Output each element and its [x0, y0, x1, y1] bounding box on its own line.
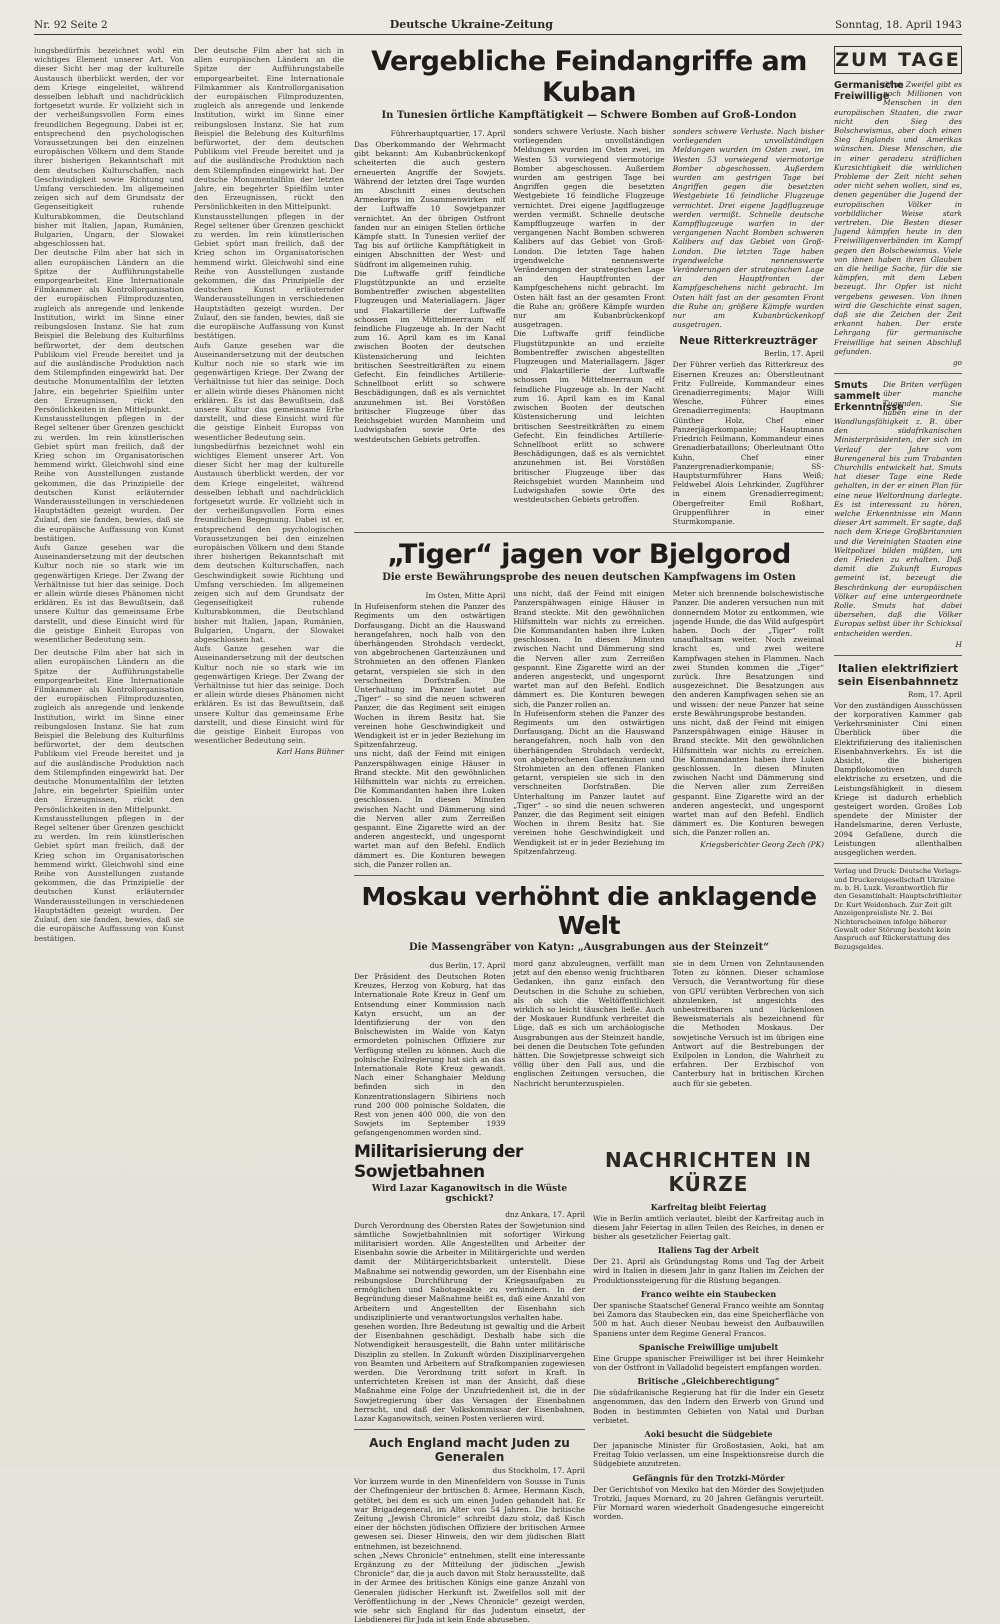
culture-paragraph: Aufs Ganze gesehen war die Auseinandersetzung mit der deutschen Kultur noch nie so stark wie im gegenwärtigen Kriege. Der Zwang der Verhältnisse tut hier das seinige. Doch er allein würde dieses Phänomen nicht erklären. Es ist das Bewußtsein, daß unsere Kultur das gemeinsame Erbe darstellt, und diese Einsicht wird für die geistige Einheit Europas von wesentlicher Bedeutung sein.	[34, 542, 184, 644]
tiger-text: In Hufeisenform stehen die Panzer des Regiments um den ostwärtigen Dorfausgang. Dicht an die Hauswand herangefahren, noch halb von den überhängenden Strohdach verdeckt, von abgebrochenen Gartenzäunen und Strohmieten an den offenen Flanken getarnt, verspielen sie sich in den verschneiten Dorfstraßen. Die Unterhaltung im Panzer lautet auf „Tiger“ – so sind die neuen schweren Panzer, die das Regiment seit einigen Wochen in ihrem Besitz hat. Sie vereinen hohe Geschwindigkeit und Wendigkeit ist er in jeder Beziehung im Spitzenfahrzeug.	[513, 708, 665, 856]
kurz-item-headline: Spanische Freiwillige umjubelt	[638, 1341, 779, 1352]
kurz-item-text: Der japanische Minister für Großostasien, Aoki, hat am Freitag Tokio verlassen, um eine Inspektionsreise durch die Südgebiete anzutreten.	[593, 1440, 824, 1469]
kurz-section	[593, 1142, 824, 1624]
england-text: schen „News Chronicle“ entnehmen, stellt eine interessante Ergänzung zu der Mitteilung der jüdischen „Jewish Chronicle“ dar, die ja auch davon mit Stolz herausstellte, daß in der Armee des britischen Königs eine ganze Anzahl von Generalen jüdischer Herkunft ist. Zweifellos soll mit der Veröffentlichung in der „News Chronicle“ gezeigt werden, wie sehr sich England für das Judentum einsetzt, der Liebdienerei für Juda ist kein Ende abzusehen.	[354, 1550, 585, 1624]
page-number: Nr. 92 Seite 2	[34, 19, 108, 31]
zumtage-title: ZUM TAGE	[834, 46, 962, 74]
tiger-text: uns nicht, daß der Feind mit einigen Panzerspähwagen einige Häuser in Brand steckte. Mit den gewöhnlichen Hilfsmitteln war nichts zu erreichen. Die Kommandanten haben ihre Luken geschlossen. In diesen Minuten zwischen Nacht und Dämmerung sind die Nerven aller zum Zerreißen gespannt. Eine Zigarette wird an der anderen angesteckt, und ungespornt wartet man auf den Befehl. Endlich dämmert es. Die Konturen bewegen sich, die Panzer rollen an.	[513, 589, 665, 709]
tiger-dateline: Im Osten, Mitte April	[425, 591, 506, 601]
kurz-item-text: Der 21. April als Gründungstag Roms und Tag der Arbeit wird in Italien in diesem Jahr in ganz Italien im Zeichen der Produktionssteigerung für die Rüstung begangen.	[593, 1257, 824, 1285]
culture-paragraph: Kunstausstellungen pflegen in der Regel seltener über Grenzen geschickt zu werden. Im rein künstlerischen Gebiet spürt man freilich, daß der Krieg schon im Organisatorischen hemmend wirkt. Gleichwohl sind eine Reihe von Ausstellungen zustande gekommen, die das Prinzipielle der deutschen Kunst erläuternder Wanderausstellungen in verschiedenen Hauptstädten gezeigt wurden. Der Zulauf, den sie fanden, bewies, daß sie die europäische Auffassung von Kunst bestätigen.	[34, 414, 184, 543]
smuts-sidehead: Smuts sammelt Erkenntnisse	[834, 380, 904, 414]
column-6	[834, 46, 962, 1448]
england-headline: Auch England macht Juden zu Generalen	[369, 1436, 570, 1465]
culture-paragraph: Der deutsche Film aber hat sich in allen europäischen Ländern an die Spitze der Aufführungstabelle emporgearbeitet. Eine Internationale Filmkammer als Kontrollorganisation der europäischen Filmproduzenten, zugleich als anregende und lenkende Institution, wirkt im Sinne einer reibungslosen Instanz. Sie hat zum Beispiel die Belebung des Kulturfilms befürwortet, der dem deutschen Publikum viel Freude bereitet und ja auf die ausländische Produktion nach dem Stilempfinden eingewirkt hat. Der deutsche Monumentalfilm der letzten Jahre, ein begehrter Spielfilm unter den Erzeugnissen, rückt den Persönlichkeiten in den Mittelpunkt.	[34, 248, 184, 414]
culture-paragraph: Aufs Ganze gesehen war die Auseinandersetzung mit der deutschen Kultur noch nie so stark wie im gegenwärtigen Kriege. Der Zwang der Verhältnisse tut hier das seinige. Doch er allein würde dieses Phänomen nicht erklären. Es ist das Bewußtsein, daß unsere Kultur das gemeinsame Erbe darstellt, und diese Einsicht wird für die geistige Einheit Europas von wesentlicher Bedeutung sein.	[194, 644, 344, 746]
zumtage-sidehead: Germanische Freiwillige	[834, 80, 904, 102]
smuts-text: Die Briten verfügen über manche Tugenden. Sie haben eine in der Wandlungsfähigkeit z. B. über den südafrikanischen Ministerpräsidenten, der sich im Verlauf der Jahre vom Burengeneral bis zum Trabanten Churchills entwickelt hat. Smuts hat dieser Tage eine Rede gehalten, in der er einen Plan für eine neue Weltordnung darlegte. Es ist interessant zu hören, welche Erkenntnisse ein Mann dieser Art sammelt. Er sagte, daß nach dem Kriege Großbritannien und die Vereinigten Staaten eine Weltpolizei bilden müßten, um den Frieden zu erhalten. Daß damit die Zukunft Europas gemeint ist, bezeugt die Beschränkung der europäischen Völker auf eine untergeordnete Rolle. Smuts hat dabei übersehen, daß die Völker Europas selbst über ihr Schicksal entscheiden werden.	[834, 380, 962, 638]
kuban-dateline: Führerhauptquartier, 17. April	[390, 129, 506, 138]
kuban-text: sonders schwere Verluste. Nach bisher vorliegenden unvollständigen Meldungen wurden im Osten zwei, im Westen 53 vorwiegend viermotorige Bomber abgeschossen. Außerdem wurden am gestrigen Tage bei Angriffen gegen die besetzten Westgebiete 16 feindliche Flugzeuge vernichtet. Drei eigene Jagdflugzeuge werden vermißt. Schnelle deutsche Kampfflugzeuge warfen in der vergangenen Nacht Bomben schweren Kalibers auf das Gebiet von Groß-London. Die letzten Tage haben irgendwelche nennenswerte Veränderungen der strategischen Lage an den Hauptfronten der Kampfgeschehens nicht gebracht. Im Osten hält fast an der gesamten Front die Ruhe an; größere Kämpfe wurden nur am Kubanbrückenkopf ausgetragen.	[513, 127, 665, 330]
moskau-text: sie in dem Urnen von Zehntausenden Toten zu können. Dieser schamlose Versuch, die Verantwortung für diese von GPU verübten Verbrechen von sich abzulenken, ist angesichts des unbestreitbaren und lückenlosen Beweismaterials als bezeichnend für die Methoden Moskaus. Der sowjetische Versuch ist im übrigen eine Antwort auf die Bestrebungen der Exilpolen in London, die Wahrheit zu erfahren. Der Erzbischof von Canterbury hat in britischen Kirchen auch für sie gebeten.	[672, 959, 824, 1088]
newspaper-title: Deutsche Ukraine-Zeitung	[389, 18, 553, 31]
kuban-subhead: In Tunesien örtliche Kampftätigkeit — Schwere Bomben auf Groß-London	[381, 110, 797, 121]
smuts-author: H	[955, 639, 962, 649]
kurz-item-headline: Gefängnis für den Trotzki-Mörder	[632, 1472, 785, 1483]
italien-headline: Italien elektrifiziert sein Eisenbahnnetz	[837, 661, 959, 688]
tiger-text: uns nicht, daß der Feind mit einigen Panzerspähwagen einige Häuser in Brand steckte. Mit den gewöhnlichen Hilfsmitteln war nichts zu erreichen. Die Kommandanten haben ihre Luken geschlossen. In diesen Minuten zwischen Nacht und Dämmerung sind die Nerven aller zum Zerreißen gespannt. Eine Zigarette wird an der anderen angesteckt, und ungespornt wartet man auf den Befehl. Endlich dämmert es. Die Konturen bewegen sich, die Panzer rollen an.	[354, 749, 506, 869]
culture-paragraph: Kunstausstellungen pflegen in der Regel seltener über Grenzen geschickt zu werden. Im rein künstlerischen Gebiet spürt man freilich, daß der Krieg schon im Organisatorischen hemmend wirkt. Gleichwohl sind eine Reihe von Ausstellungen zustande gekommen, die das Prinzipielle der deutschen Kunst erläuternder Wanderausstellungen in verschiedenen Hauptstädten gezeigt wurden. Der Zulauf, den sie fanden, bewies, daß sie die europäische Auffassung von Kunst bestätigen.	[34, 813, 184, 943]
kurz-item-headline: Britische „Gleichberechtigung“	[637, 1376, 780, 1387]
column-2	[194, 46, 344, 1448]
ritter-text: Der Führer verlieh das Ritterkreuz des Eisernen Kreuzes an: Oberstleutnant Fritz Fullreide, Kommandeur eines Grenadierregiments; Major Willi Wesche, Führer eines Grenadierregiments; Hauptmann Günther Holz, Chef einer Panzerjägerkompanie; Hauptmann Friedrich Feilmann, Kommandeur eines Grenadierbataillons; Oberleutnant Otto Kuhn, Chef einer Panzergrenadierkompanie; SS-Hauptsturmführer Hans Weiß; Feldwebel Alois Lehrkinder, Zugführer in einem Grenadierregiment; Obergefreiter Emil Roßhart, Gruppenführer in einer Sturmkompanie.	[672, 360, 824, 526]
kuban-text: Die Luftwaffe griff feindliche Flugstützpunkte an und erzielte Bombentreffer zwischen abgestellten Flugzeugen und Materiallagern. Jäger und Flakartillerie der Luftwaffe schossen im Mittelmeerraum elf feindliche Flugzeuge ab. In der Nacht zum 16. April kam es im Kanal zwischen Booten der deutschen Küstensicherung und leichten britischen Seestreitkräften zu einem Gefecht. Ein feindliches Artillerie-Schnellboot erlitt so schwere Beschädigungen, daß es als vernichtet anzunehmen ist. Bei Vorstößen britischer Flugzeuge über das Reichsgebiet wurden Mannheim und Ludwigshafen sowie Orte des westdeutschen Gebiets getroffen.	[513, 329, 665, 505]
tiger-text: uns nicht, daß der Feind mit einigen Panzerspähwagen einige Häuser in Brand steckte. Mit den gewöhnlichen Hilfsmitteln war nichts zu erreichen. Die Kommandanten haben ihre Luken geschlossen. In diesen Minuten zwischen Nacht und Dämmerung sind die Nerven aller zum Zerreißen gespannt. Eine Zigarette wird an der anderen angesteckt, und ungespornt wartet man auf den Befehl. Endlich dämmert es. Die Konturen bewegen sich, die Panzer rollen an.	[672, 717, 824, 838]
zumtage-text: Ohne Zweifel gibt es noch Millionen von Menschen in den europäischen Staaten, die zwar nicht den Sieg des Bolschewismus, aber doch einen Sieg Englands und Amerikas wünschen. Diese Menschen, die in einer geradezu sträflichen Kurzsichtigkeit die wirklichen Probleme der Zeit nicht sehen oder nicht sehen wollen, sind es, denen gegenüber die Jugend der europäischen Völker in vorbildlicher Weise stark vertreten. Die Besten dieser Jugend kämpfen heute in den Freiwilligenverbänden im Kampf gegen den Bolschewismus. Viele von ihnen haben ihren Glauben an die heilige Sache, für die sie kämpfen, mit dem Leben bezeugt. Ihr Opfer ist nicht vergebens gewesen. Von ihnen wird die Geschichte einst sagen, daß sie die Zeichen der Zeit erkannt haben. Der erste Lehrgang für germanische Freiwillige hat seinen Abschluß gefunden.	[834, 80, 962, 356]
center-columns	[354, 46, 824, 1624]
kuban-headline: Vergebliche Feindangriffe am Kuban	[371, 46, 807, 108]
culture-paragraph: lungsbedürfnis bezeichnet wohl ein wichtiges Element unserer Art. Von dieser Sicht her mag der kulturelle Austausch überblickt werden, der vor dem Kriege eingeleitet, während desselben lebhaft und nachdrücklich fortgesetzt wurde. Er vollzieht sich in der verheißungsvollen Form eines freundlichen Begegnung. Dabei ist er, entsprechend den psychologischen Voraussetzungen bei den einzelnen europäischen Völkern und dem Stande ihrer bisherigen Bekanntschaft mit dem deutschen Kulturschaffen, nach Geschwindigkeit sowie Richtung und Umfang verschieden. Im allgemeinen zeigen sich auf dem Grundsatz der Gegenseitigkeit ruhende Kulturabkommen, die Deutschland bisher mit Italien, Japan, Rumänien, Bulgarien, Ungarn, der Slowakei abgeschlossen hat.	[194, 441, 344, 644]
culture-paragraph: Kunstausstellungen pflegen in der Regel seltener über Grenzen geschickt zu werden. Im rein künstlerischen Gebiet spürt man freilich, daß der Krieg schon im Organisatorischen hemmend wirkt. Gleichwohl sind eine Reihe von Ausstellungen zustande gekommen, die das Prinzipielle der deutschen Kunst erläuternder Wanderausstellungen in verschiedenen Hauptstädten gezeigt wurden. Der Zulauf, den sie fanden, bewies, daß sie die europäische Auffassung von Kunst bestätigen.	[194, 211, 344, 341]
moskau-dateline: dus Berlin, 17. April	[429, 961, 506, 971]
tiger-text: Meter sich brennende bolschewistische Panzer. Die anderen versuchen nun mit donnerndem Motor zu entkommen, wie jagende Hunde, die das Wild aufgespürt haben. Doch der „Tiger“ rollt unaufhaltsam weiter. Noch zweimal kracht es, und zwei weitere Kampfwagen stehen in Flammen. Nach zwei Stunden kommen die „Tiger“ zurück. Ihre Besatzungen sind ausgezeichnet. Die Besatzungen aus den anderen Kampfwagen sehen sie an und wissen: der neue Panzer hat seine erste Bewährungsprobe bestanden.	[672, 589, 824, 718]
kurz-item-text: Eine Gruppe spanischer Freiwilliger ist bei ihrer Heimkehr von der Ostfront in Valladolid begeistert empfangen worden.	[593, 1353, 824, 1372]
kuban-text: sonders schwere Verluste. Nach bisher vorliegenden unvollständigen Meldungen wurden im Osten zwei, im Westen 53 vorwiegend viermotorige Bomber abgeschossen. Außerdem wurden am gestrigen Tage bei Angriffen gegen die besetzten Westgebiete 16 feindliche Flugzeuge vernichtet. Drei eigene Jagdflugzeuge werden vermißt. Schnelle deutsche Kampfflugzeuge warfen in der vergangenen Nacht Bomben schweren Kalibers auf das Gebiet von Groß-London. Die letzten Tage haben irgendwelche nennenswerte Veränderungen der strategischen Lage an den Hauptfronten der Kampfgeschehens nicht gebracht. Im Osten hält fast an der gesamten Front die Ruhe an; größere Kämpfe wurden nur am Kubanbrückenkopf ausgetragen.	[672, 127, 824, 330]
moskau-text: mord ganz abzuleugnen, verfällt man jetzt auf den ebenso wenig fruchtbaren Gedanken, ihn ganz einfach den Deutschen in die Schuhe zu schieben, als ob sich die Weltöffentlichkeit wirklich so leicht täuschen ließe. Auch der Moskauer Rundfunk verbreitet die Lüge, daß es sich um archäologische Ausgrabungen aus der Steinzeit handle, bei denen die Deutschen Tote gefunden hätten. Die Sowjetpresse schweigt sich völlig über den Fall aus, und die englischen Zeitungen versuchen, die Nachricht herunterzuspielen.	[513, 959, 665, 1088]
kuban-text: Das Oberkommando der Wehrmacht gibt bekannt: Am Kubanbrückenkopf scheiterten die auch gestern erneuerten Angriffe der Sowjets. Während der letzten drei Tage wurden im Abschnitt eines deutschen Armeekorps im Zusammenwirken mit der Luftwaffe 10 Sowjetpanzer vernichtet. An der übrigen Ostfront fanden nur an einigen Stellen örtliche Kämpfe statt. In Tunesien verlief der Tag bis auf örtliche Kampftätigkeit in einigen Abschnitten der West- und Südfront im allgemeinen ruhig.	[354, 140, 506, 269]
militar-text: gesehen worden. Ihre Bedeutung ist gewaltig und die Arbeit der Eisenbahnen geschädigt. Deshalb habe sich die Notwendigkeit herausgestellt, die Bahn unter militärische Disziplin zu stellen. In Zukunft würden Disziplinarvergehen von Beamten und Arbeitern auf Strafkompanien zugewiesen werden. Die Verordnung tritt sofort in Kraft. In unterrichteten Kreisen ist man der Ansicht, daß diese Maßnahme eine Folge der Unzufriedenheit ist, die in der Sowjetregierung über das Versagen der Eisenbahnen herrscht, und daß der Volkskommissar der Eisenbahnen, Lazar Kaganowitsch, seinen Posten verlieren wird.	[354, 1321, 585, 1423]
issue-date: Sonntag, 18. April 1943	[834, 19, 962, 31]
england-text: Vor kurzem wurde in den Minenfeldern von Sousse in Tunis der Chefingenieur der britischen 8. Armee, Hermann Kisch, getötet, bei dem es sich um einen Juden gehandelt hat. Er war Brigadegeneral, im Alter von 54 Jahren. Die britische Zeitung „Jewish Chronicle“ schreibt dazu stolz, daß Kisch einer der höchsten jüdischen Offiziere der britischen Armee gewesen sei. Dieser Hinweis, den wir dem jüdischen Blatt entnehmen, ist bezeichnend.	[354, 1477, 585, 1551]
kurz-item-text: Wie in Berlin amtlich verlautet, bleibt der Karfreitag auch in diesem Jahr Feiertag in allen Teilen des Reiches, in denen er bisher als gesetzlicher Feiertag galt.	[593, 1213, 824, 1242]
kurz-item-headline: Karfreitag bleibt Feiertag	[650, 1201, 767, 1212]
kuban-text: Die Luftwaffe griff feindliche Flugstützpunkte an und erzielte Bombentreffer zwischen abgestellten Flugzeugen und Materiallagern. Jäger und Flakartillerie der Luftwaffe schossen im Mittelmeerraum elf feindliche Flugzeuge ab. In der Nacht zum 16. April kam es im Kanal zwischen Booten der deutschen Küstensicherung und leichten britischen Seestreitkräften zu einem Gefecht. Ein feindliches Artillerie-Schnellboot erlitt so schwere Beschädigungen, daß es als vernichtet anzunehmen ist. Bei Vorstößen britischer Flugzeuge über das Reichsgebiet wurden Mannheim und Ludwigshafen sowie Orte des westdeutschen Gebiets getroffen.	[354, 268, 506, 444]
england-dateline: dus Stockholm, 17. April	[492, 1466, 585, 1476]
lower-center	[354, 1142, 824, 1624]
tiger-text: In Hufeisenform stehen die Panzer des Regiments um den ostwärtigen Dorfausgang. Dicht an die Hauswand herangefahren, noch halb von den überhängenden Strohdach verdeckt, von abgebrochenen Gartenzäunen und Strohmieten an den offenen Flanken getarnt, verspielen sie sich in den verschneiten Dorfstraßen. Die Unterhaltung im Panzer lautet auf „Tiger“ – so sind die neuen schweren Panzer, die das Regiment seit einigen Wochen in ihrem Besitz hat. Sie vereinen hohe Geschwindigkeit und Wendigkeit ist er in jeder Beziehung im Spitzenfahrzeug.	[354, 602, 506, 750]
zumtage-author: go	[952, 358, 962, 368]
kurz-list	[593, 1202, 824, 1522]
culture-author: Karl Hans Bühner	[276, 747, 344, 757]
masthead	[34, 18, 962, 35]
culture-paragraph: Der deutsche Film aber hat sich in allen europäischen Ländern an die Spitze der Aufführungstabelle emporgearbeitet. Eine Internationale Filmkammer als Kontrollorganisation der europäischen Filmproduzenten, zugleich als anregende und lenkende Institution, wirkt im Sinne einer reibungslosen Instanz. Sie hat zum Beispiel die Belebung des Kulturfilms befürwortet, der dem deutschen Publikum viel Freude bereitet und ja auf die ausländische Produktion nach dem Stilempfinden eingewirkt hat. Der deutsche Monumentalfilm der letzten Jahre, ein begehrter Spielfilm unter den Erzeugnissen, rückt den Persönlichkeiten in den Mittelpunkt.	[194, 46, 344, 212]
zumtage-article	[834, 80, 962, 367]
culture-paragraph: Der deutsche Film aber hat sich in allen europäischen Ländern an die Spitze der Aufführungstabelle emporgearbeitet. Eine Internationale Filmkammer als Kontrollorganisation der europäischen Filmproduzenten, zugleich als anregende und lenkende Institution, wirkt im Sinne einer reibungslosen Instanz. Sie hat zum Beispiel die Belebung des Kulturfilms befürwortet, der dem deutschen Publikum viel Freude bereitet und ja auf die ausländische Produktion nach dem Stilempfinden eingewirkt hat. Der deutsche Monumentalfilm der letzten Jahre, ein begehrter Spielfilm unter den Erzeugnissen, rückt den Persönlichkeiten in den Mittelpunkt.	[34, 648, 184, 814]
militar-headline: Militarisierung der Sowjetbahnen	[354, 1141, 523, 1182]
smuts-article	[834, 380, 962, 649]
moskau-subhead: Die Massengräber von Katyn: „Ausgrabungen aus der Steinzeit“	[408, 942, 770, 954]
italien-text: Vor den zuständigen Ausschüssen der korporativen Kammer gab Verkehrsminister Cini einen Überblick über die Elektrifizierung des italienischen Eisenbahnverkehrs. Es ist die Absicht, die bisherigen Dampflokomotiven durch elektrische zu ersetzen, und die Leistungsfähigkeit in diesem Kriege ist dadurch erheblich gesteigert worden. Großes Lob spendete der Minister der Handelsmarine, deren Verluste, 2094 Gefallene, durch die Leistungen allenthalben ausgeglichen werden.	[834, 700, 962, 858]
militar-article	[354, 1142, 585, 1624]
kuban-article	[354, 127, 824, 526]
tiger-subhead: Die erste Bewährungsprobe des neuen deutschen Kampfwagens im Osten	[382, 572, 796, 584]
kurz-item-text: Die südafrikanische Regierung hat für die Inder ein Gesetz angenommen, das den Indern den Erwerb von Grund und Boden in bestimmten Gebieten von Natal und Durban verbietet.	[593, 1388, 824, 1425]
kurz-item-text: Der spanische Staatschef General Franco weihte am Sonntag bei Zamora das Staubecken ein, das eine Speicherfläche von 500 m hat. Auch dieser Neubau beweist den Aufbauwillen Spaniens unter dem Regime General Francos.	[593, 1300, 824, 1338]
kurz-item-headline: Italiens Tag der Arbeit	[657, 1245, 760, 1256]
ritter-headline: Neue Ritterkreuzträger	[679, 335, 818, 348]
kurz-item-headline: Aoki besucht die Südgebiete	[644, 1428, 773, 1439]
militar-dateline: dnz Ankara, 17. April	[505, 1209, 585, 1219]
italien-dateline: Rom, 17. April	[907, 689, 962, 699]
moskau-headline: Moskau verhöhnt die anklagende Welt	[361, 882, 817, 941]
culture-paragraph: Aufs Ganze gesehen war die Auseinandersetzung mit der deutschen Kultur noch nie so stark wie im gegenwärtigen Kriege. Der Zwang der Verhältnisse tut hier das seinige. Doch er allein würde dieses Phänomen nicht erklären. Es ist das Bewußtsein, daß unsere Kultur das gemeinsame Erbe darstellt, und diese Einsicht wird für die geistige Einheit Europas von wesentlicher Bedeutung sein.	[194, 340, 344, 442]
tiger-article	[354, 589, 824, 869]
column-1	[34, 46, 184, 1448]
kurz-title: NACHRICHTEN IN KÜRZE	[604, 1147, 813, 1196]
moskau-text: Der Präsident des Deutschen Roten Kreuzes, Herzog von Koburg, hat das Internationale Rote Kreuz in Genf um Entsendung einer Kommission nach Katyn ersucht, um an der Identifizierung der von den Bolschewisten im Walde von Katyn ermordeten polnischen Offiziere zur Verfügung stellen zu können. Auch die polnische Exilregierung hat sich an das Internationale Rote Kreuz gewandt. Nach einer Schanghaier Meldung befinden sich in den Konzentrationslagern Sibiriens noch rund 200 000 polnische Soldaten, die Rest von jenen 400 000, die von den Sowjets im September 1939 gefangengenommen worden sind.	[354, 972, 506, 1138]
militar-text: Durch Verordnung des Obersten Rates der Sowjetunion sind sämtliche Sowjetbahnlinien mit sofortiger Wirkung militarisiert worden. Alle Angestellten und Arbeiter der Eisenbahn sowie die Arbeiter in Militärgerichte und werden damit der Militärgerichtsbarkeit unterstellt. Diese Maßnahme sei notwendig geworden, um der Eisenbahn eine reibungslose Durchführung der Kriegsaufgaben zu ermöglichen und Sabotageakte zu verhindern. In der Begründung dieser Maßnahme heißt es, daß eine Anzahl von Arbeitern und Angestellten der Eisenbahn sich undisziplinierte und verantwortungslos verhalten habe.	[354, 1220, 585, 1322]
tiger-author: Kriegsberichter Georg Zech (PK)	[700, 839, 824, 849]
imprint: Verlag und Druck: Deutsche Verlags- und Druckereigesellschaft Ukraine m. b. H. Luzk. Verantwortlich für den Gesamtinhalt: Hauptschriftleiter Dr. Kurt Weidenbach. Zur Zeit gilt Anzeigenpreisliste Nr. 2. Bei Nichterscheinen infolge höherer Gewalt oder Störung besteht kein Anspruch auf Rückerstattung des Bezugsgeldes.	[834, 863, 962, 951]
tiger-headline: „Tiger“ jagen vor Bjelgorod	[387, 539, 791, 571]
ritter-dateline: Berlin, 17. April	[764, 349, 824, 359]
militar-subhead: Wird Lazar Kaganowitsch in die Wüste gschickt?	[371, 1183, 568, 1204]
moskau-article	[354, 959, 824, 1138]
kurz-item-headline: Franco weihte ein Staubecken	[640, 1288, 777, 1299]
culture-paragraph: lungsbedürfnis bezeichnet wohl ein wichtiges Element unserer Art. Von dieser Sicht her mag der kulturelle Austausch überblickt werden, der vor dem Kriege eingeleitet, während desselben lebhaft und nachdrücklich fortgesetzt wurde. Er vollzieht sich in der verheißungsvollen Form eines freundlichen Begegnung. Dabei ist er, entsprechend den psychologischen Voraussetzungen bei den einzelnen europäischen Völkern und dem Stande ihrer bisherigen Bekanntschaft mit dem deutschen Kulturschaffen, nach Geschwindigkeit sowie Richtung und Umfang verschieden. Im allgemeinen zeigen sich auf dem Grundsatz der Gegenseitigkeit ruhende Kulturabkommen, die Deutschland bisher mit Italien, Japan, Rumänien, Bulgarien, Ungarn, der Slowakei abgeschlossen hat.	[34, 46, 184, 249]
kurz-item-text: Der Gerichtshof von Mexiko hat den Mörder des Sowjetjuden Trotzki, Jaques Mornard, zu 20 Jahren Gefängnis verurteilt. Für Mornard waren wiederholt Gnadengesuche eingereicht worden.	[593, 1484, 824, 1522]
